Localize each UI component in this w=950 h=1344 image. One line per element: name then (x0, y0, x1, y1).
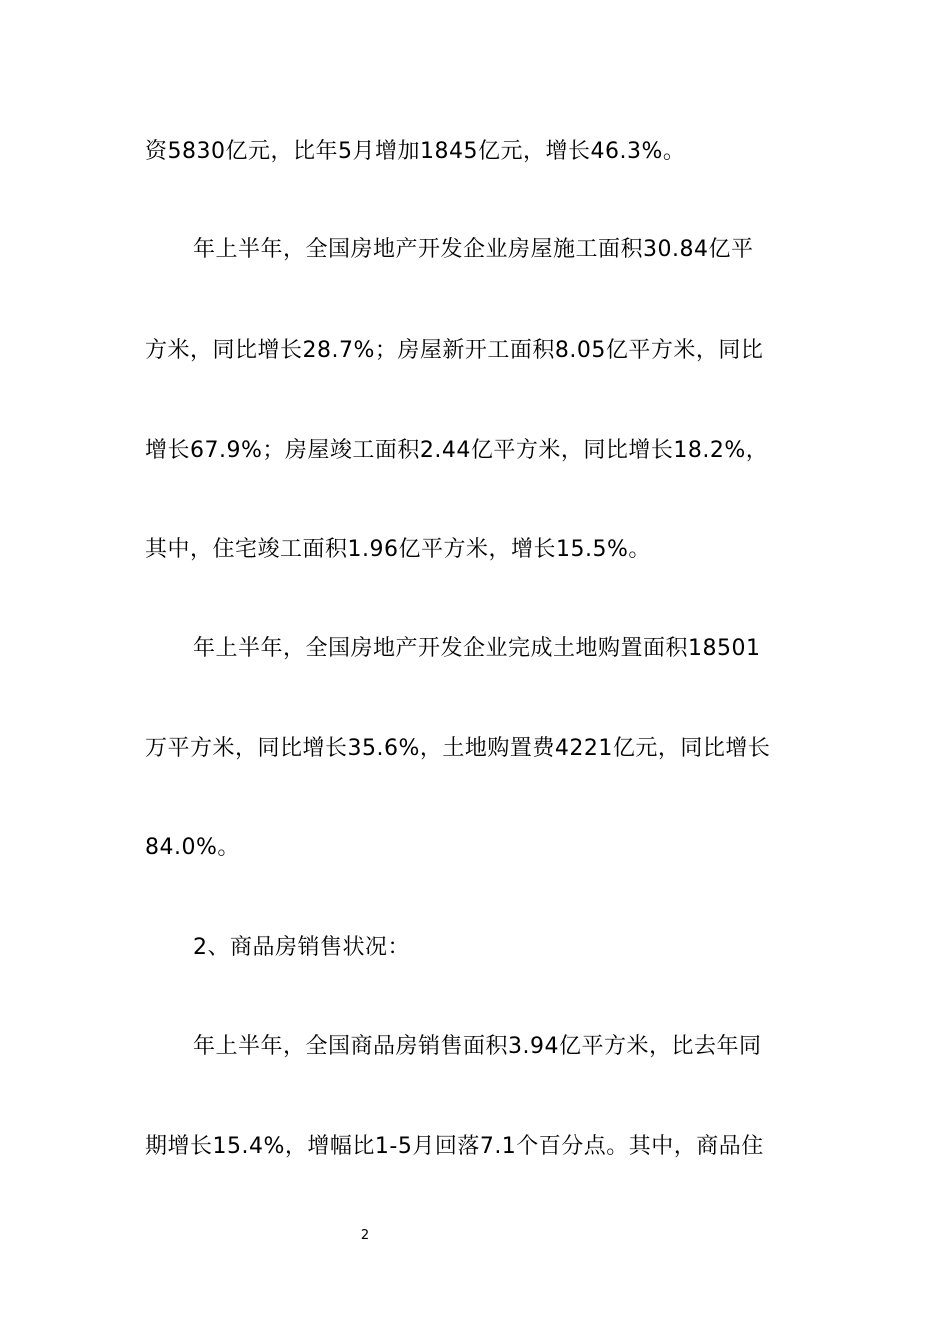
text-line: 方米，同比增长28.7%；房屋新开工面积8.05亿平方米，同比 (145, 338, 764, 363)
text-line: 资5830亿元，比年5月增加1845亿元，增长46.3%。 (145, 139, 686, 164)
paragraph-first-line: 年上半年，全国房地产开发企业房屋施工面积30.84亿平 (193, 237, 754, 262)
text-line: 其中，住宅竣工面积1.96亿平方米，增长15.5%。 (145, 537, 651, 562)
paragraph-first-line: 年上半年，全国商品房销售面积3.94亿平方米，比去年同 (193, 1034, 762, 1059)
text-line: 84.0%。 (145, 835, 240, 860)
text-line: 万平方米，同比增长35.6%，土地购置费4221亿元，同比增长 (145, 736, 771, 761)
page-number: 2 (360, 1228, 370, 1243)
text-line: 期增长15.4%，增幅比1-5月回落7.1个百分点。其中，商品住 (145, 1134, 764, 1159)
paragraph-first-line: 年上半年，全国房地产开发企业完成土地购置面积18501 (193, 636, 761, 661)
section-heading: 2、商品房销售状况： (193, 935, 410, 960)
text-line: 增长67.9%；房屋竣工面积2.44亿平方米，同比增长18.2%， (145, 438, 769, 463)
